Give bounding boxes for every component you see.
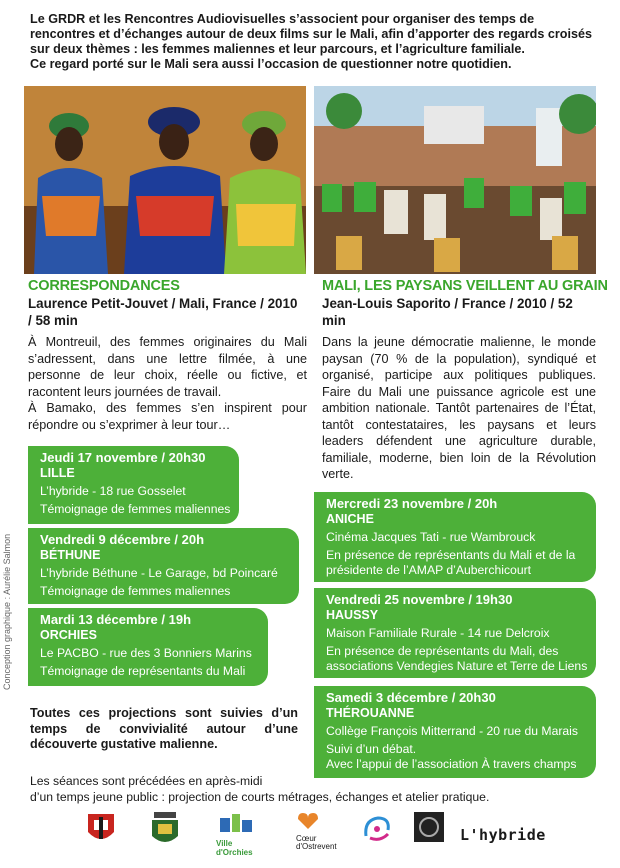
ville-orchies-logo <box>216 812 266 857</box>
event-city: LILLE <box>40 466 75 480</box>
intro-paragraph-1: Le GRDR et les Rencontres Audiovisuelles s’associent pour organiser des temps de rencontres et d’échanges autour de deux films sur le Mali, afin d’apporter des regards croisés sur deux thèmes : les femmes maliennes et leur parcours, et l’agriculture familiale. <box>30 12 592 56</box>
event-date: Mercredi 23 novembre / 20h <box>326 496 498 511</box>
coeur-logo-text-2: d'Ostrevent <box>296 842 337 851</box>
event-date: Jeudi 17 novembre / 20h30 <box>40 450 206 465</box>
event-note: Témoignage de femmes maliennes <box>40 584 231 598</box>
description-paragraph-2: À Bamako, des femmes s’en inspirent pour répondre ou s’exprimer à leur tour… <box>28 401 307 432</box>
event-place: L’hybride - 18 rue Gosselet <box>40 484 186 498</box>
event-place: Cinéma Jacques Tati - rue Wambrouck <box>326 530 536 544</box>
event-city: ORCHIES <box>40 628 97 642</box>
film-title-mali-paysans: MALI, LES PAYSANS VEILLENT AU GRAIN <box>322 278 608 294</box>
coat-of-arms-logo-1 <box>86 812 116 851</box>
film-description-correspondances <box>28 334 307 433</box>
footer-youth-program <box>30 774 590 805</box>
film-title-correspondances: CORRESPONDANCES <box>28 278 180 294</box>
description-paragraph-1: À Montreuil, des femmes originaires du Mali s’adressent, dans une lettre filmée, à une personne de leur choix, réelle ou fictive, et racontent leurs journées de travail. <box>28 335 307 399</box>
film-credits-mali-paysans: Jean-Louis Saporito / France / 2010 / 52 min <box>322 296 573 328</box>
coeur-ostrevent-logo <box>296 812 336 851</box>
photo-malian-farmers-meeting <box>314 86 596 274</box>
event-aniche <box>314 492 596 582</box>
intro-text <box>30 12 600 72</box>
event-haussy <box>314 588 596 678</box>
event-lille <box>28 446 239 524</box>
footer-youth-line-2: d’un temps jeune public : projection de courts métrages, échanges et atelier pratique. <box>30 789 490 804</box>
event-place: Le PACBO - rue des 3 Bonniers Marins <box>40 646 252 660</box>
event-therouanne <box>314 686 596 778</box>
film-description-mali-paysans: Dans la jeune démocratie malienne, le monde paysan (70 % de la population), syndiqué et organisé, participe aux politiques publiques. Faire du Mali une puissance agricole est une ambition nationale. Tantôt partenaires de l’État, tantôt contestataires, les paysans et leurs leaders défendent une agriculture durable, familiale, moderne, bien loin de la Révolution verte. <box>322 335 596 481</box>
event-orchies <box>28 608 268 686</box>
event-date: Mardi 13 décembre / 19h <box>40 612 192 627</box>
partner-logos <box>0 812 620 862</box>
event-place: Maison Familiale Rurale - 14 rue Delcroix <box>326 626 550 640</box>
photo-malian-women <box>24 86 306 274</box>
event-note: Suivi d’un débat. <box>326 742 417 756</box>
intro-paragraph-2: Ce regard porté sur le Mali sera aussi l’occasion de questionner notre quotidien. <box>30 57 512 71</box>
square-emblem-logo <box>414 812 444 847</box>
orchies-logo-text: Ville d'Orchies <box>216 839 253 857</box>
event-date: Vendredi 9 décembre / 20h <box>40 532 205 547</box>
event-city: ANICHE <box>326 512 374 526</box>
graphic-design-credit: Conception graphique : Aurélie Salmon <box>2 533 12 690</box>
event-date: Samedi 3 décembre / 20h30 <box>326 690 496 705</box>
coeur-logo-text-1: Cœur <box>296 834 317 843</box>
event-note-2: Avec l’appui de l’association À travers champs <box>326 757 577 771</box>
event-city: BÉTHUNE <box>40 548 101 562</box>
event-city: THÉROUANNE <box>326 706 415 720</box>
event-note: En présence de représentants du Mali et de la présidente de l’AMAP d’Auberchicourt <box>326 548 576 577</box>
coat-of-arms-logo-2 <box>150 812 180 853</box>
event-city: HAUSSY <box>326 608 379 622</box>
event-note: Témoignage de femmes maliennes <box>40 502 231 516</box>
footer-youth-line-1: Les séances sont précédées en après-midi <box>30 774 263 788</box>
event-note: En présence de représentants du Mali, des associations Vendegies Nature et Terre de Liens <box>326 644 588 673</box>
event-place: L’hybride Béthune - Le Garage, bd Poincaré <box>40 566 278 580</box>
event-note: Témoignage de représentants du Mali <box>40 664 246 678</box>
footer-conviviality-note: Toutes ces projections sont suivies d’un temps de convivialité autour d’une découverte gustative malienne. <box>30 706 298 751</box>
hybride-logo: L'hybride <box>460 826 546 844</box>
event-bethune <box>28 528 299 604</box>
event-date: Vendredi 25 novembre / 19h30 <box>326 592 513 607</box>
event-place: Collège François Mitterrand - 20 rue du Marais <box>326 724 578 738</box>
film-credits-correspondances: Laurence Petit-Jouvet / Mali, France / 2010 / 58 min <box>28 296 298 328</box>
partner-swirl-logo <box>360 812 394 851</box>
